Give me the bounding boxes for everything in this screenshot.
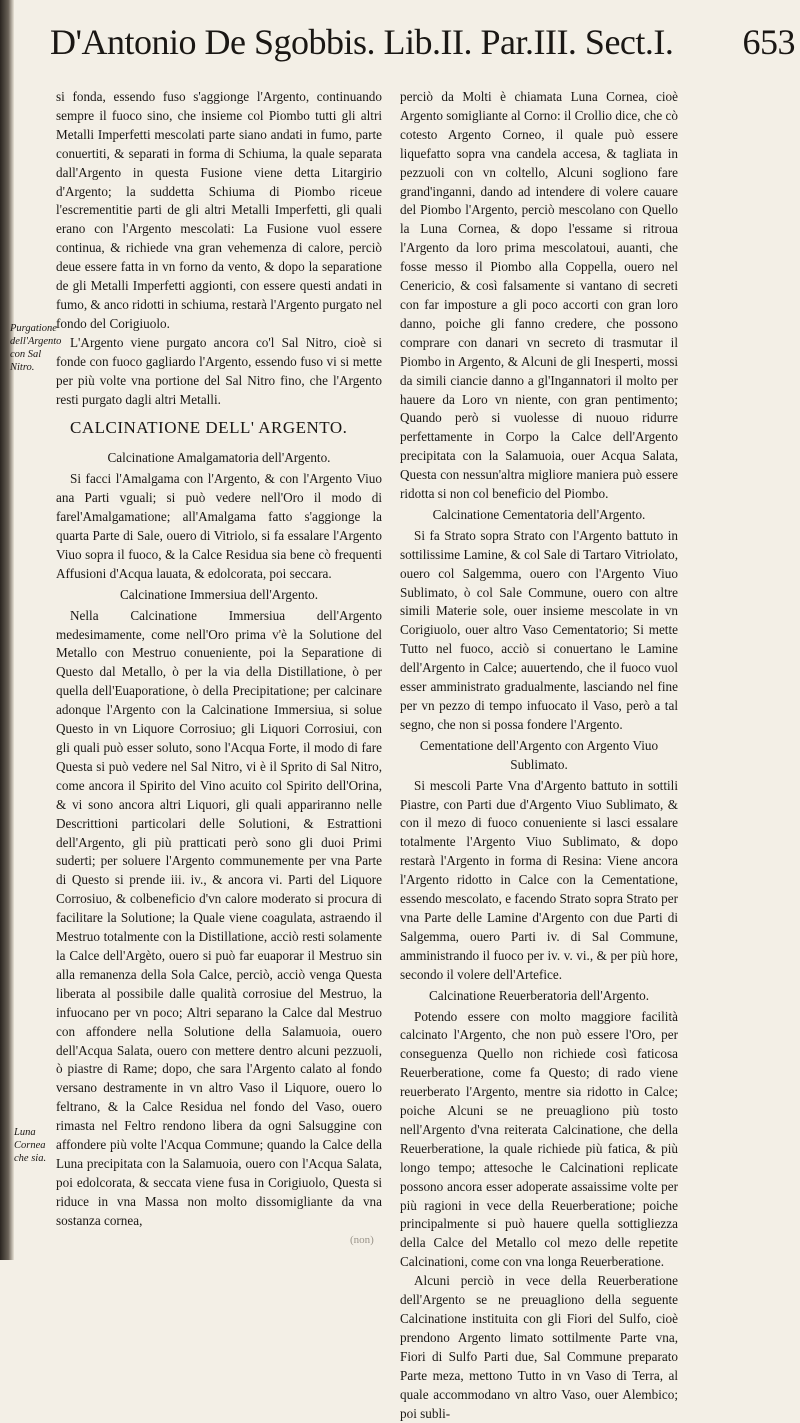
section-heading: CALCINATIONE DELL' ARGENTO.: [70, 418, 348, 438]
paragraph: Si facci l'Amalgama con l'Argento, & con l'Argento Viuo ana Parti vguali; si può vedere nell'Oro il modo di farel'Amalgamatione; all'Amalgama fatto s'aggionge la quarta Parte di Sale, ouero di Vitriolo, si fa essalare l'Argento Viuo sopra il fuoco, & la Calce Residua sia bene cò frequenti Affusioni d'Acqua lauata, & edolcorata, poi seccara.: [56, 471, 382, 581]
subheading: Calcinatione Reuerberatoria dell'Argento.: [428, 987, 649, 1003]
running-title: D'Antonio De Sgobbis. Lib.II. Par.III. Sect.I.: [50, 22, 674, 62]
left-column: [56, 88, 382, 1231]
subheading: Calcinatione Immersiua dell'Argento.: [119, 586, 319, 602]
subheading: Cementatione dell'Argento con Argento Viuo Sublimato.: [419, 737, 659, 772]
paragraph: Alcuni perciò in vece della Reuerberatione dell'Argento se ne preuagliono della seguente Calcinatione instituita con gli Fiori del Sulfo, cioè prendono Argento limato sottilmente Parte vna, Fiori di Sulfo Parti due, Sal Commune preparato Parte meza, mettono Tutto in vn Vaso di Terra, al quale accommodano vn altro Vaso, ouer Alembico; poi subli-: [400, 1273, 678, 1421]
page-number: 653: [742, 22, 795, 62]
paragraph: L'Argento viene purgato ancora co'l Sal Nitro, cioè si fonde con fuoco gagliardo l'Argento, essendo fuso vi si mette per più volte vna portione del Sal Nitro fino, che l'Argento resti purgato dagli altri Metalli.: [56, 334, 382, 407]
paragraph: perciò da Molti è chiamata Luna Cornea, cioè Argento somigliante al Corno: il Crollio dice, che cò cotesto Argento Corneo, il quale può essere liquefatto sopra vna candela accesa, & tagliata in pezzuoli con vn coltello, Alcuni sogliono fare grand'inganni, dando ad intendere di volere cauare del Piombo l'Argento, perciò mescolano con Quello la Luna Cornea, & dopo l'essame si ritroua l'Argento da loro prima mescolatoui, auanti, che fosse messo il Piombo alla Coppella, ouero nel Cenericio, & così falsamente si vantano di secreti con far imposture a gli poco accorti con gran loro danno, poiche gli fanno credere, che possono comprare con danari vn secreto di trasmutar il Piombo in Argento, & Alcuni de gli Inesperti, mossi da simili ciancie danno a gl'Ingannatori il molto per hauere da Loro vn niente, con gran pentimento; Quando però si vuolesse di nuouo ridurre perfettamente in Corpo la Calce dell'Argento precipitata con la Salamuoia, ouer Acqua Salata, Questa con nessun'altra migliore maniera può essere ridotta si non col beneficio del Piombo.: [400, 89, 678, 502]
paragraph: Nella Calcinatione Immersiua dell'Argento medesimamente, come nell'Oro prima v'è la Solutione del Metallo con Mestruo conueniente, poi la Separatione di Questo dal Metallo, ò per la via della Distillatione, ò per quella dell'Euaporatione, ò della Precipitatione; per calcinare adonque l'Argento con la Calcinatione Immersiua, si solue Questo in vn Liquore Corrosiuo; gli Liquori Corrosiui, con gli quali può esser soluto, sono l'Acqua Forte, il modo di fare Questa si può vedere nel Sal Nitro, vi è il Sprito di Sal Nitro, come ancora il Spirito del Vino acuito col Spirito dell'Orina, & vi sono ancora altri Liquori, gli quali appariranno nelle Descrittioni particolari delle Solutioni, & Estrattioni dell'Argento, gli più pratticati però sono gli duoi Primi suderti; per soluere l'Argento communemente per vna Parte di Questo si prende iii. iv., & ancora vi. Parti del Liquore Corrosiuo, & colbeneficio d'vn calore moderato si procura di facilitare la Solutione; la Quale viene coagulata, astraendo il Mestruo totalmente con la Distillatione, acciò resti solamente la Calce dell'Argèto, ouero si può far euaporar il Mestruo sin alla remanenza della Sola Calce, perciò, acciò venga Questa liberata al possibile dalle qualità corrosiue del Mestruo, la infuocano per vn poco; Altri separano la Calce dal Mestruo con affondere nella Solutione della Salamuoia, ouero dell'Acqua Salata, ouero con mettere dentro alcuni pezzuoli, ò piastre di Rame; dopo, che sara l'Argento calato al fondo versano destramente in vn altro Vaso il Liquore, ouero lo feltrano, & la Calce Residua nel fondo del Vaso, ouero rimasta nel Feltro rendono libera da ogni Salsuggine con affondere più volte l'Acqua Commune; quando la Calce della Luna precipitata con la Salamuoia, ouero con l'Acqua Salata, poi edolcorata, & seccata viene fusa in Corigiuolo, Questa si riduce in vna Massa non molto dissomigliante da vna sostanza cornea,: [56, 607, 382, 1228]
subheading: Calcinatione Amalgamatoria dell'Argento.: [107, 450, 331, 466]
running-header: [50, 14, 795, 74]
paragraph: si fonda, essendo fuso s'aggionge l'Argento, continuando sempre il fuoco sino, che insieme col Piombo tutti gli altri Metalli Imperfetti mescolati parte siano andati in fumo, parte conuertiti, & separati in forma di Schiuma, la quale separata dall'Argento in questa Fusione viene detta Litargirio d'Argento; la suddetta Schiuma di Piombo riceue l'escrementitie parti de gli altri Metalli Imperfetti, gli quali erano con l'Argento mescolati: La Fusione vuol essere continua, & richiede vna gran vehemenza di calore, perciò deue essere fatta in vn forno da vento, & dopo la separatione de gli Metalli Imperfetti aggionti, con essere questi andati in fumo, & anco ridotti in schiuma, restarà l'Argento purgato nel fondo del Corigiuolo.: [56, 89, 383, 331]
paragraph: Si fa Strato sopra Strato con l'Argento battuto in sottilissime Lamine, & col Sale di Tartaro Vitriolato, ouero col Salgemma, ouero con l'Argento Viuo Sublimato, ò col Sale Commune, ouero con altre simili Materie sole, ouer insieme mescolate in vn Corigiuolo, ouer altro Vaso Cementatorio; Si mette Tutto nel fuoco, acciò si conuertano le Lamine dell'Argento in Calce; auuertendo, che il fuoco vuol esser amministrato gradualmente, lasciando nel fine per vn pezzo di tempo infuocato il Vaso, però a tal segno, che non si possa fondere l'Argento.: [400, 527, 678, 732]
margin-note-luna-cornea: Luna Cornea che sia.: [14, 1127, 47, 1164]
footer-mark: (non): [350, 1234, 374, 1246]
margin-note-purgation: Purgatione dell'Argento con Sal Nitro.: [10, 323, 62, 373]
right-column: [400, 88, 678, 1423]
book-binding-shadow: [0, 0, 14, 1260]
paragraph: Potendo essere con molto maggiore facilità calcinato l'Argento, che non può essere l'Oro, per conseguenza Quello non richiede così faticosa Reuerberatione, come fa Questo; di rado viene reuerberato l'Argento, mentre sia ridotto in Calce; poiche Alcuni se ne preuagliono più tosto nell'Argento d'vna reiterata Calcinatione, che della Reuerberatione, la quale richiede più fatica, & più longo tempo; attesoche le Calcinationi replicate possono ancora esser adoperate assaissime volte per più ragioni in vece della Reuerberatione; poiche principalmente si può hauere quella sottigliezza della Calce del Metallo col mezo delle repetite Calcinationi, come con vna longa Reuerberatione.: [400, 1008, 678, 1270]
subheading: Calcinatione Cementatoria dell'Argento.: [432, 506, 646, 522]
paragraph: Si mescoli Parte Vna d'Argento battuto in sottili Piastre, con Parti due d'Argento Viuo Sublimato, & con il mezo di fuoco conueniente si lasci essalare totalmente l'Argento Viuo Sublimato, & dopo restarà l'Argento in forma di Resina: Viene ancora l'Argento ridotto in Calce con la Cementatione, essendo mescolato, e facendo Strato sopra Strato per vna Parte delle Lamine d'Argento con due Parti di Salgemma, ouero Parti iv. di Sal Commune, amministrando il fuoco per iv. v. vi., & per più hore, secondo il volere dell'Artefice.: [400, 777, 678, 982]
